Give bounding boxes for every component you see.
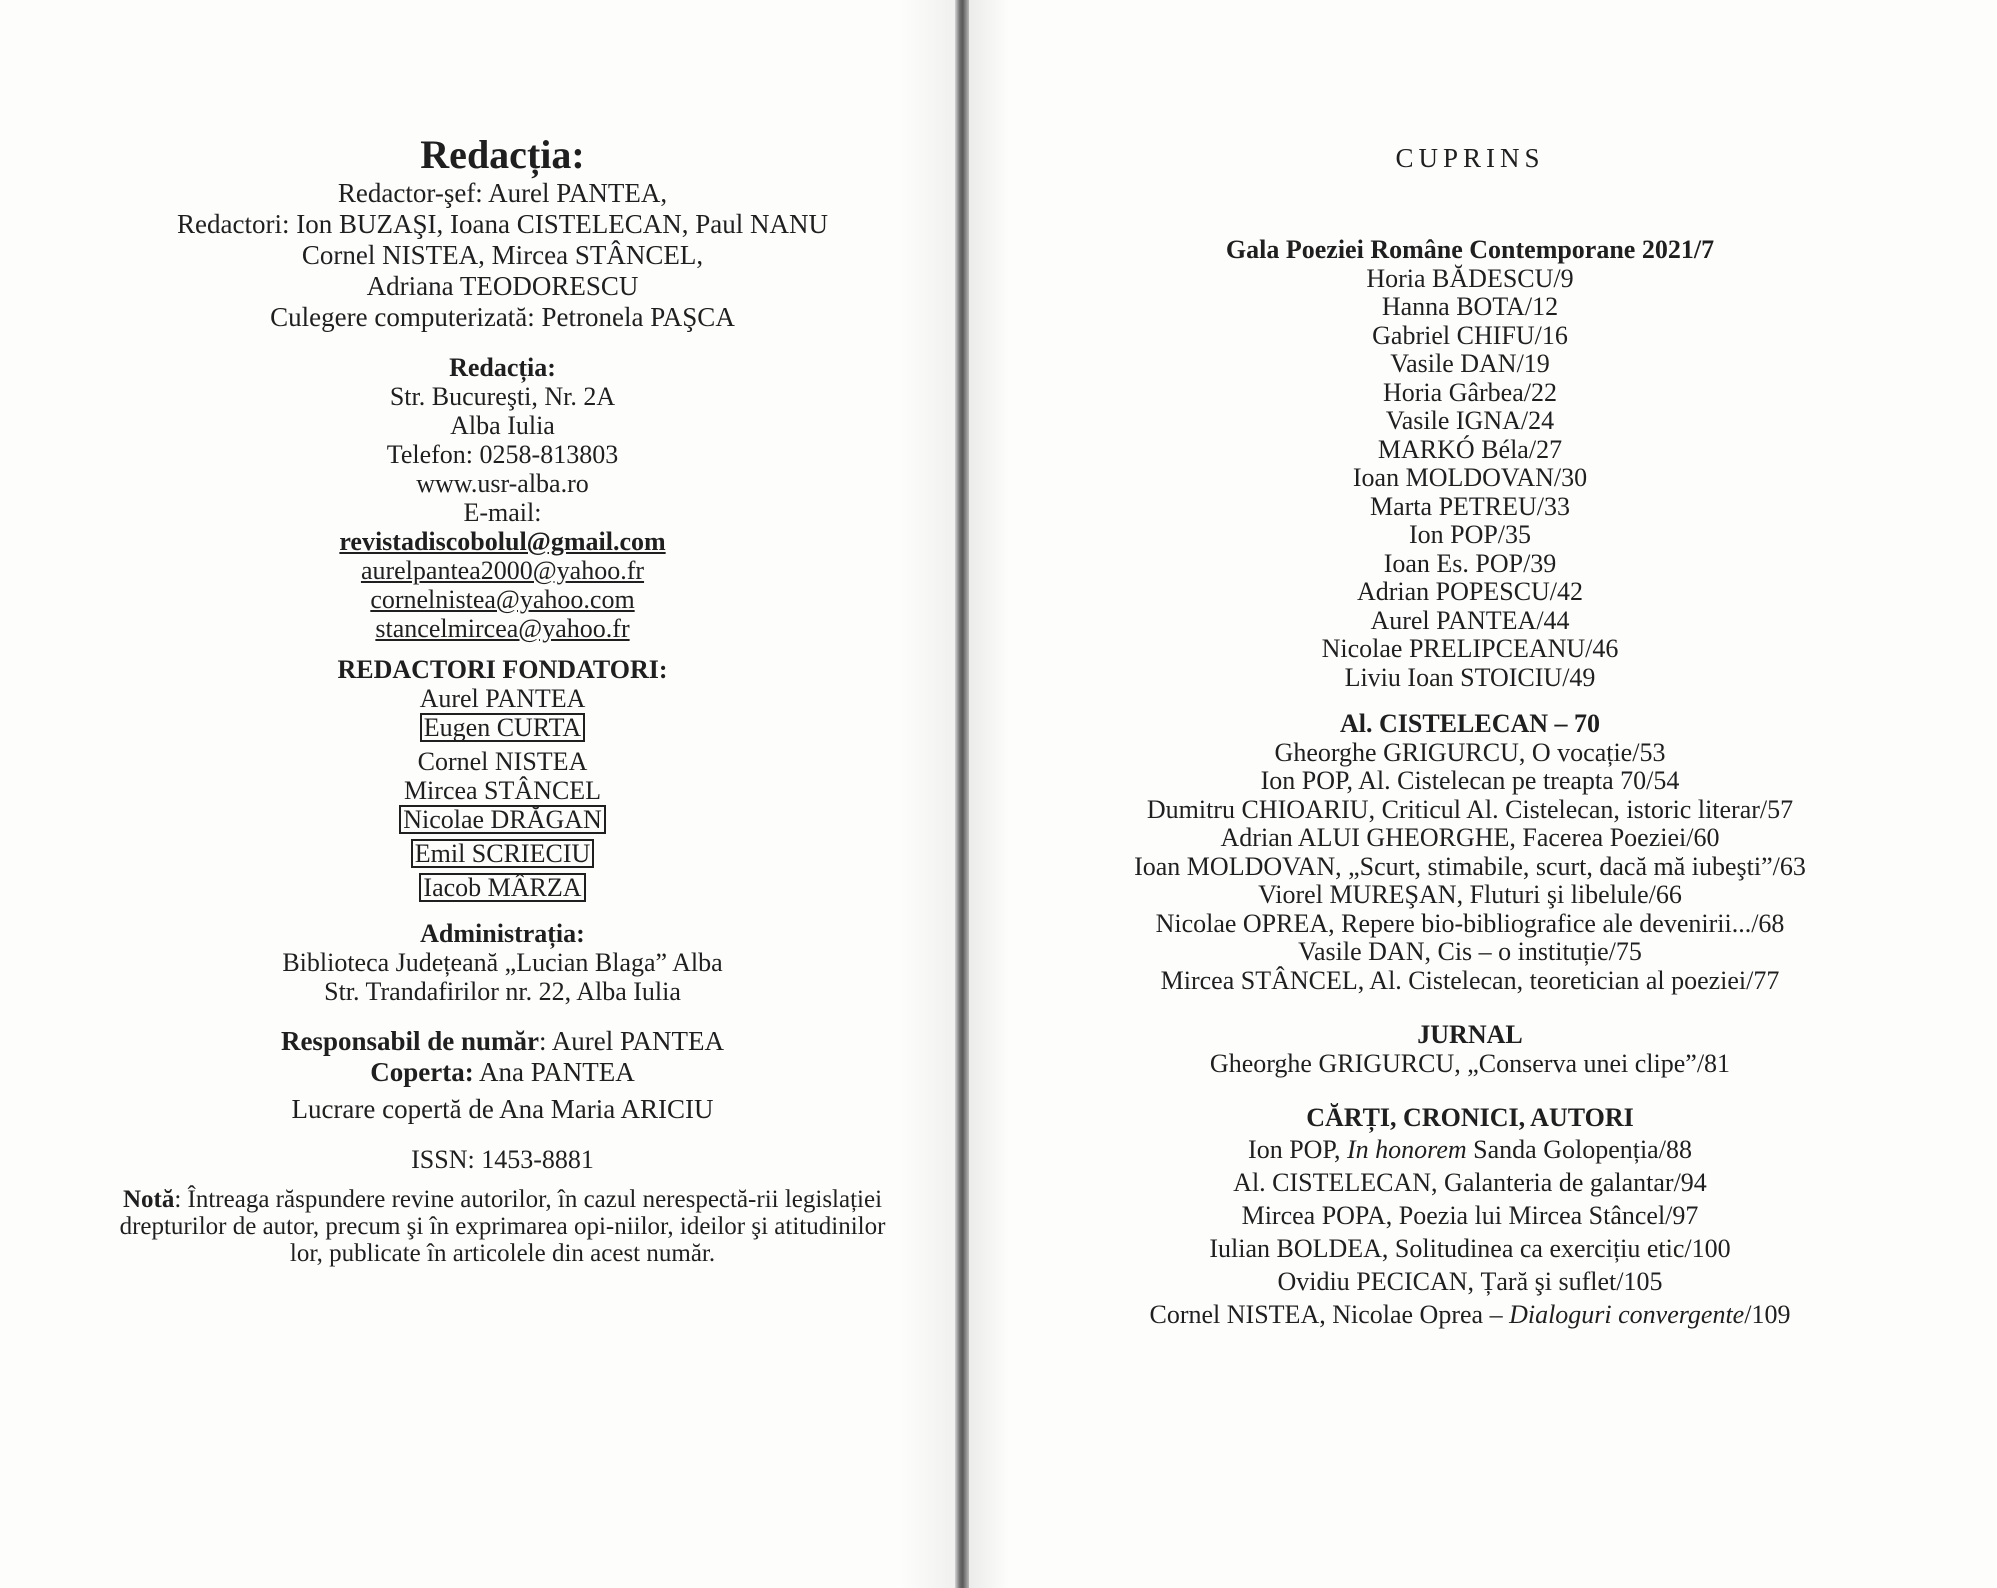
toc-entry[interactable]: MARKÓ Béla/27 <box>1377 434 1563 464</box>
section-title: JURNAL <box>1417 1020 1523 1049</box>
founder-name-boxed: Nicolae DRĂGAN <box>399 805 606 834</box>
note-label: Notă <box>122 1186 175 1213</box>
note-text: : Întreaga răspundere revine autorilor, în cazul nerespectă-rii legislației drepturilor de autor, precum şi în exprimarea opi-niilor, ideilor şi atitudinilor lor, publicate în articolele din acest număr. <box>119 1186 886 1267</box>
gutter-shadow-right <box>969 0 1009 1588</box>
toc-entry[interactable]: Ovidiu PECICAN, Țară şi suflet/105 <box>1277 1266 1663 1296</box>
toc-section-carti <box>1030 1104 1910 1331</box>
founders-block <box>100 655 905 907</box>
toc-entry[interactable]: Viorel MUREŞAN, Fluturi şi libelule/66 <box>1258 880 1682 909</box>
founder-name-boxed: Iacob MÂRZA <box>419 873 585 902</box>
administration-address: Str. Trandafirilor nr. 22, Alba Iulia <box>324 977 681 1006</box>
toc-entry[interactable]: Ioan MOLDOVAN, „Scurt, stimabile, scurt, dacă mă iubeşti”/63 <box>1134 851 1806 881</box>
toc-entry-italic: Dialoguri convergente <box>1509 1299 1745 1329</box>
toc-entry[interactable]: Aurel PANTEA/44 <box>1370 605 1570 635</box>
toc-entry[interactable]: Gabriel CHIFU/16 <box>1372 320 1568 350</box>
toc-entry[interactable] <box>1030 1298 1910 1331</box>
section-title: CĂRȚI, CRONICI, AUTORI <box>1306 1103 1634 1132</box>
editorial-staff <box>100 178 905 333</box>
toc-entry-rest: /109 <box>1744 1299 1791 1329</box>
cover-credit-value: Ana PANTEA <box>473 1057 635 1087</box>
issue-responsible <box>100 1026 905 1057</box>
cover-credit-label: Coperta: <box>370 1057 474 1087</box>
toc-entry[interactable]: Adrian ALUI GHEORGHE, Facerea Poeziei/60 <box>1220 823 1720 852</box>
typesetting-credit: Culegere computerizată: Petronela PAŞCA <box>270 302 735 332</box>
section-title: Gala Poeziei Române Contemporane 2021/7 <box>1225 235 1715 264</box>
contents-title: CUPRINS <box>1395 143 1545 173</box>
redactia-title: Redacția: <box>420 132 585 177</box>
founder-name-boxed: Eugen CURTA <box>420 713 585 742</box>
toc-entry[interactable]: Ion POP/35 <box>1408 520 1532 549</box>
issue-responsible-value: : Aurel PANTEA <box>539 1026 725 1056</box>
founder-name: Mircea STÂNCEL <box>403 776 602 805</box>
address-street: Str. Bucureşti, Nr. 2A <box>389 382 616 411</box>
editors-line-1: Redactori: Ion BUZAŞI, Ioana CISTELECAN, Paul NANU <box>177 209 828 239</box>
address-heading: Redacția: <box>449 353 556 382</box>
toc-entry-italic: In honorem <box>1347 1134 1467 1164</box>
toc-entry[interactable]: Mircea STÂNCEL, Al. Cistelecan, teoretician al poeziei/77 <box>1160 965 1780 995</box>
right-page-contents <box>1030 0 1910 1331</box>
editors-line-3: Adriana TEODORESCU <box>366 271 639 301</box>
toc-entry[interactable]: Liviu Ioan STOICIU/49 <box>1344 662 1596 692</box>
toc-section-jurnal <box>1030 1021 1910 1078</box>
toc-entry[interactable] <box>1030 1133 1910 1166</box>
toc-entry-rest: Sanda Golopenția/88 <box>1466 1134 1692 1164</box>
address-block <box>100 353 905 643</box>
editor-in-chief: Redactor-şef: Aurel PANTEA, <box>337 178 668 208</box>
administration-heading: Administrația: <box>420 919 585 948</box>
email-link[interactable]: aurelpantea2000@yahoo.fr <box>360 556 645 585</box>
book-gutter <box>955 0 969 1588</box>
issue-credits <box>100 1026 905 1125</box>
founder-name: Aurel PANTEA <box>419 684 586 713</box>
section-title: Al. CISTELECAN – 70 <box>1339 709 1601 738</box>
toc-entry[interactable]: Horia Gârbea/22 <box>1383 377 1557 407</box>
toc-entry[interactable]: Dumitru CHIOARIU, Criticul Al. Cistelecan, istoric literar/57 <box>1146 794 1794 824</box>
toc-entry[interactable]: Ion POP, Al. Cistelecan pe treapta 70/54 <box>1260 766 1680 795</box>
cover-artwork-credit: Lucrare copertă de Ana Maria ARICIU <box>291 1094 714 1124</box>
toc-section-gala <box>1030 236 1910 692</box>
email-main-link[interactable]: revistadiscobolul@gmail.com <box>339 527 666 556</box>
founder-name: Cornel NISTEA <box>417 747 588 776</box>
toc-entry[interactable]: Vasile DAN/19 <box>1390 349 1550 378</box>
editors-line-2: Cornel NISTEA, Mircea STÂNCEL, <box>301 240 704 270</box>
founders-heading: REDACTORI FONDATORI: <box>337 655 668 684</box>
toc-entry[interactable]: Mircea POPA, Poezia lui Mircea Stâncel/97 <box>1241 1200 1699 1230</box>
toc-entry[interactable]: Nicolae PRELIPCEANU/46 <box>1321 634 1619 663</box>
administration-library: Biblioteca Județeană „Lucian Blaga” Alba <box>282 948 723 977</box>
toc-entry[interactable]: Marta PETREU/33 <box>1369 491 1571 521</box>
copyright-note <box>110 1186 895 1267</box>
toc-section-cistelecan <box>1030 710 1910 995</box>
address-phone: Telefon: 0258-813803 <box>386 440 619 469</box>
email-link[interactable]: cornelnistea@yahoo.com <box>370 585 635 614</box>
toc-entry[interactable]: Horia BĂDESCU/9 <box>1366 263 1574 293</box>
toc-entry[interactable]: Hanna BOTA/12 <box>1381 292 1559 321</box>
email-link[interactable]: stancelmircea@yahoo.fr <box>375 614 630 643</box>
toc-entry[interactable]: Iulian BOLDEA, Solitudinea ca exercițiu etic/100 <box>1209 1233 1731 1263</box>
administration-block <box>100 919 905 1006</box>
issn: ISSN: 1453-8881 <box>411 1145 594 1174</box>
cover-credit <box>100 1057 905 1088</box>
toc-entry[interactable]: Gheorghe GRIGURCU, O vocație/53 <box>1274 737 1666 767</box>
founder-name-boxed: Emil SCRIECIU <box>411 839 595 868</box>
address-website: www.usr-alba.ro <box>416 469 589 498</box>
toc-entry-author: Cornel NISTEA, Nicolae Oprea – <box>1149 1299 1510 1329</box>
toc-entry[interactable]: Gheorghe GRIGURCU, „Conserva unei clipe”/81 <box>1209 1048 1731 1078</box>
toc-entry[interactable]: Nicolae OPREA, Repere bio-bibliografice ale devenirii.../68 <box>1155 908 1785 938</box>
toc-entry[interactable]: Vasile IGNA/24 <box>1385 406 1555 435</box>
email-label: E-mail: <box>463 498 542 527</box>
toc-entry[interactable]: Ioan Es. POP/39 <box>1383 548 1557 578</box>
toc-entry[interactable]: Vasile DAN, Cis – o instituție/75 <box>1298 937 1642 966</box>
toc-entry[interactable]: Ioan MOLDOVAN/30 <box>1352 463 1588 492</box>
toc-entry[interactable]: Al. CISTELECAN, Galanteria de galantar/94 <box>1233 1167 1707 1197</box>
gutter-shadow-left <box>900 0 955 1588</box>
address-city: Alba Iulia <box>450 411 555 440</box>
left-page-colophon <box>100 0 905 1267</box>
issue-responsible-label: Responsabil de număr <box>280 1026 540 1056</box>
toc-entry[interactable]: Adrian POPESCU/42 <box>1356 577 1584 606</box>
toc-entry-author: Ion POP, <box>1248 1134 1348 1164</box>
